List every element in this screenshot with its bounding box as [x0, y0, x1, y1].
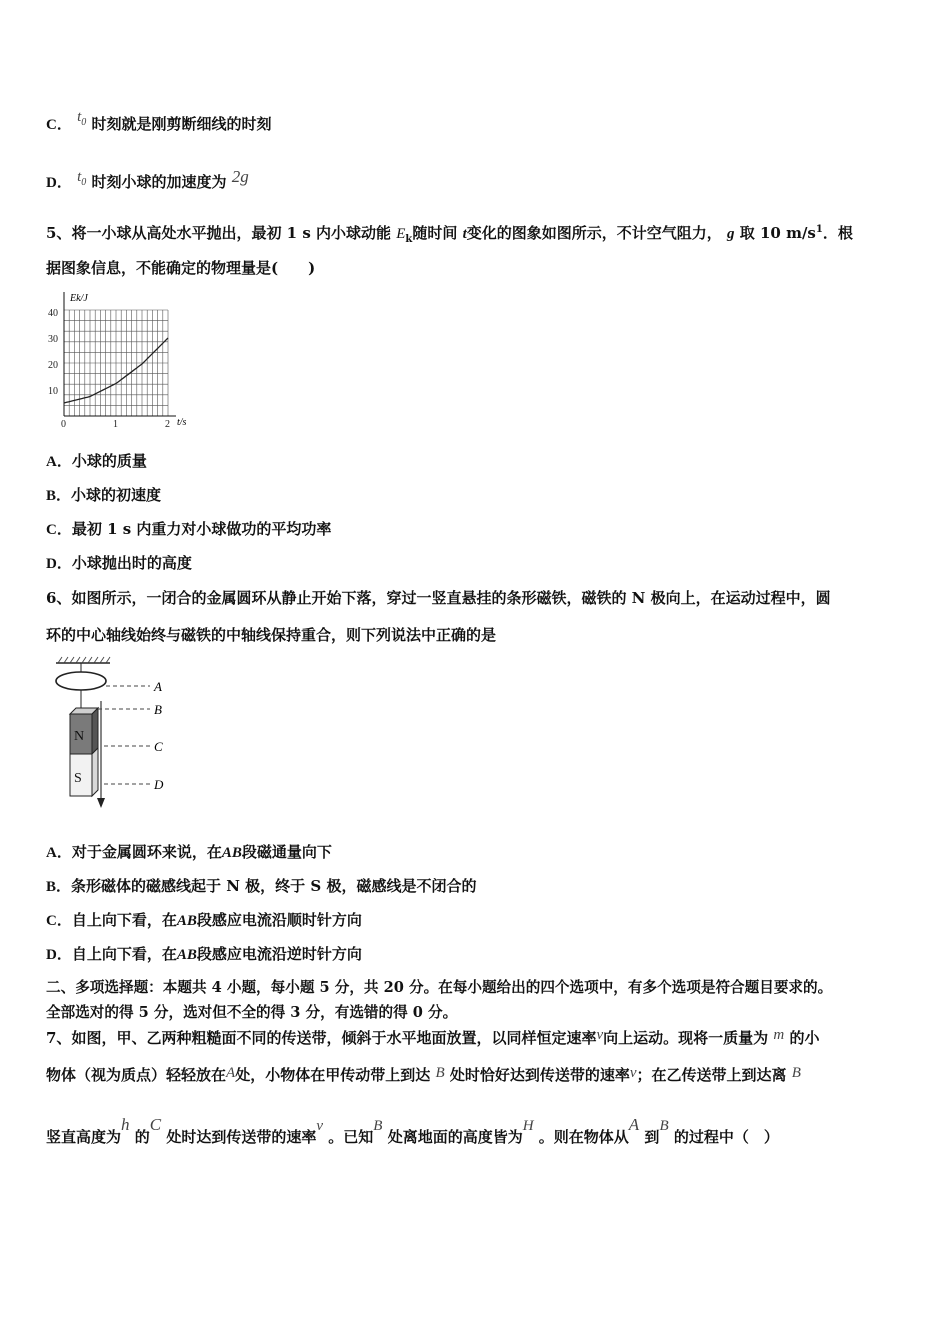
label-a: A	[154, 679, 162, 694]
q6-option-a[interactable]: A．对于金属圆环来说，在AB段磁通量向下	[46, 843, 332, 861]
metal-ring	[56, 672, 106, 690]
q6-stem-line2: 环的中心轴线始终与磁铁的中轴线保持重合，则下列说法中正确的是	[46, 626, 497, 644]
y-tick-label: 10	[48, 386, 58, 397]
q5-stem-line1: 5、将一小球从高处水平抛出，最初 1 s 内小球动能 $E_k$随时间 t变化的图象如图所示，不计空气阻力， g 取 10 $m/s^1$．根	[46, 224, 853, 245]
y-tick-label: 30	[48, 334, 58, 345]
q6-stem-line1: 6、如图所示，一闭合的金属圆环从静止开始下落，穿过一竖直悬挂的条形磁铁，磁铁的 N 极向上，在运动过程中，圆	[46, 589, 831, 607]
label-b: B	[154, 702, 162, 717]
section2-line2: 全部选对的得 5 分，选对但不全的得 3 分，有选错的得 0 分。	[46, 1004, 458, 1021]
section2-line1: 二、多项选择题：本题共 4 小题，每小题 5 分，共 20 分。在每小题给出的四个选项中，有多个选项是符合题目要求的。	[46, 979, 833, 996]
q7-line3: 竖直高度为h 的C 处时达到传送带的速率v 。已知B 处离地面的高度皆为H 。则在物体从A 到B 的过程中（ ）	[46, 1115, 779, 1146]
y-tick-label: 20	[48, 360, 58, 371]
q5-option-d[interactable]: D．小球抛出时的高度	[46, 554, 192, 572]
x-tick-label: 1	[113, 419, 118, 430]
q5-option-b[interactable]: B．小球的初速度	[46, 486, 162, 504]
q6-option-d[interactable]: D．自上向下看，在AB段感应电流沿逆时针方向	[46, 945, 362, 963]
ek-time-chart	[44, 288, 204, 430]
label-d: D	[154, 777, 164, 792]
x-tick-label: 2	[165, 419, 170, 430]
q6-option-b[interactable]: B．条形磁体的磁感线起于 N 极，终于 S 极，磁感线是不闭合的	[46, 877, 477, 895]
x-tick-label: 0	[61, 419, 66, 430]
q5-option-a[interactable]: A．小球的质量	[46, 452, 147, 470]
q5-stem-line2: 据图象信息，不能确定的物理量是( )	[46, 259, 316, 277]
magnet-ring-figure	[46, 656, 176, 812]
chart-grid	[64, 310, 168, 416]
chart-axes	[64, 292, 176, 416]
y-tick-label: 40	[48, 308, 58, 319]
magnet-n-label: N	[74, 729, 85, 744]
chart-ylabel: Ek/J	[70, 293, 88, 304]
chart-xlabel: t/s	[177, 417, 187, 428]
q7-line2: 物体（视为质点）轻轻放在A处，小物体在甲传动带上到达 B 处时恰好达到传送带的速率v；在乙传送带上到达离 B	[46, 1065, 801, 1084]
q7-line1: 7、如图，甲、乙两种粗糙面不同的传送带，倾斜于水平地面放置，以同样恒定速率v向上运动。现将一质量为 m 的小	[46, 1027, 820, 1047]
q6-option-c[interactable]: C．自上向下看，在AB段感应电流沿顺时针方向	[46, 911, 362, 929]
label-c: C	[154, 739, 163, 754]
ceiling-hatch	[58, 657, 110, 663]
q4-option-c[interactable]: C． $t_0$ 时刻就是刚剪断细线的时刻	[46, 109, 272, 133]
q4-option-d[interactable]: D． $t_0$ 时刻小球的加速度为 2g	[46, 167, 249, 191]
magnet-s-label: S	[74, 771, 82, 786]
q5-option-c[interactable]: C．最初 1 s 内重力对小球做功的平均功率	[46, 520, 332, 538]
chart-ticks	[48, 308, 170, 430]
